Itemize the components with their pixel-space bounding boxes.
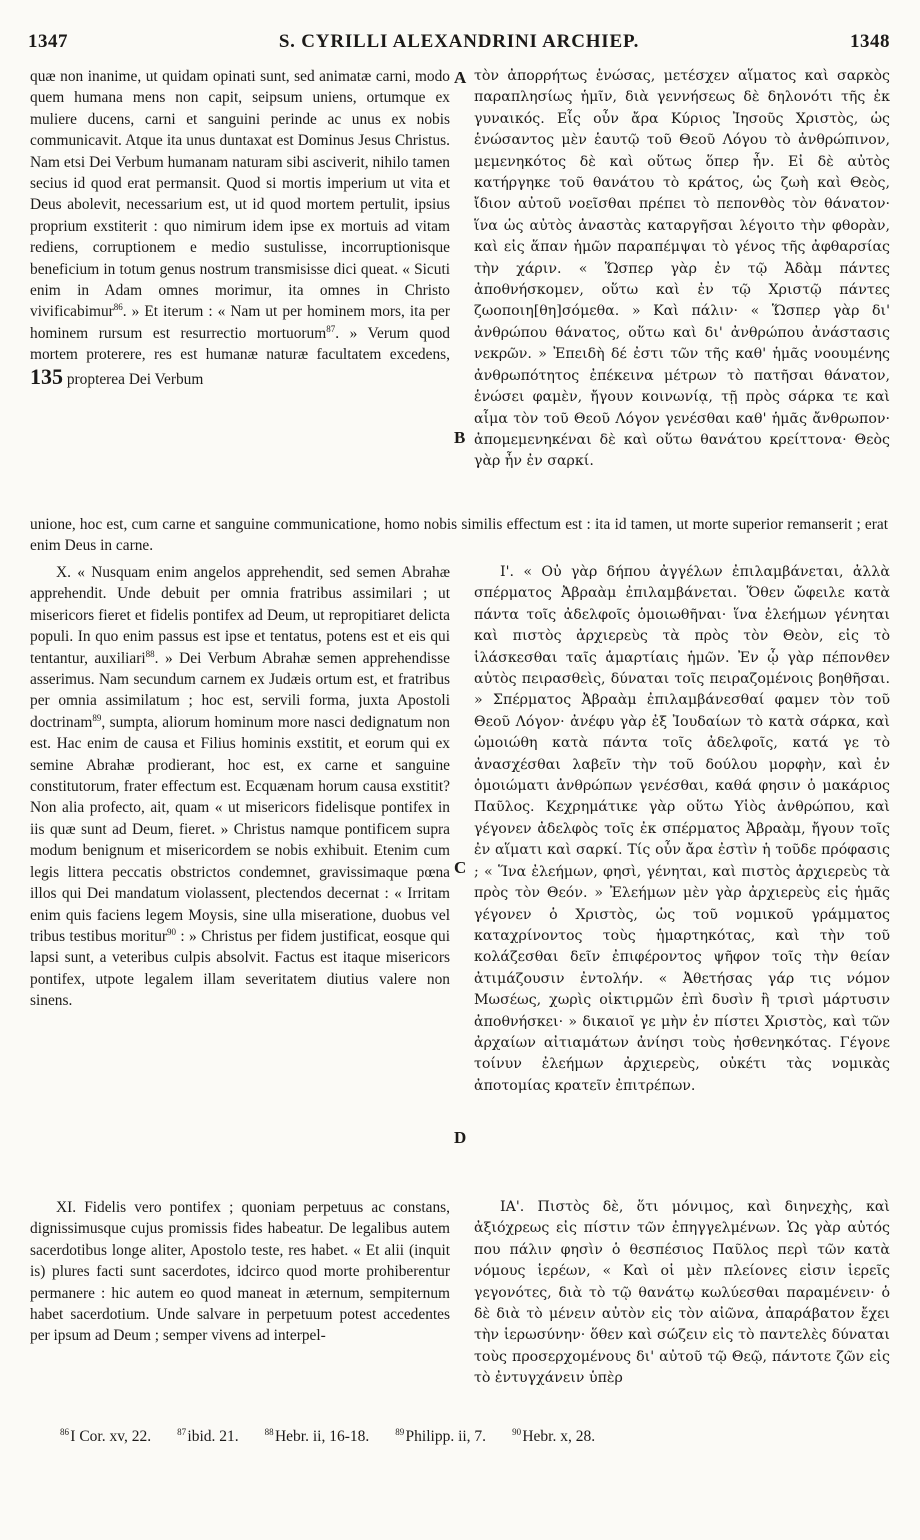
latin-paragraph: [30, 66, 450, 390]
left-page-number: 1347: [28, 31, 68, 52]
latin-text: : » Christus per fidem justificat, eosque qui lapsi sunt, a veteribus culpis absolvit. Factus est itaque misericors pontifex, utpote legalem illam severitatem diutius valere non sinens.: [30, 927, 450, 1010]
footnote-text: Philipp. ii, 7.: [405, 1428, 487, 1445]
latin-text: X. « Nusquam enim angelos apprehendit, sed semen Abrahæ apprehendit. Unde debuit per omnia fratribus assimilari ; ut misericors fieret et fidelis pontifex ad Deum, ut repropitiaret delicta populi. In quo enim passus est ipse et tentatus, potens est et eis qui tentantur, auxiliari: [30, 564, 450, 667]
latin-section-xi: [30, 1197, 450, 1347]
latin-text: propterea Dei Verbum: [66, 370, 204, 388]
footnote: [60, 1428, 151, 1446]
margin-letter-b: B: [454, 428, 466, 447]
footnote-number: 86: [60, 1426, 69, 1437]
latin-text: . » Et iterum : « Nam ut per hominem mors, ita per hominem rursum est resurrectio mortuorum: [30, 303, 450, 342]
footnote-text: Hebr. ii, 16-18.: [274, 1428, 370, 1445]
running-title: S. CYRILLI ALEXANDRINI ARCHIEP.: [278, 31, 640, 52]
footnote: [512, 1428, 595, 1446]
footnote-ref: 88: [145, 648, 155, 659]
footnote-text: ibid. 21.: [187, 1428, 239, 1445]
greek-paragraph: τὸν ἀπορρήτως ἑνώσας, μετέσχεν αἵματος καὶ σαρκὸς παραπλησίως ἡμῖν, διὰ γεννήσεως δὲ δηλονότι τῆς ἐκ γυναικός. Εἷς οὖν ἄρα Κύριος Ἰησοῦς Χριστὸς, ὡς ἑνώσαντος μὲν ἑαυτῷ τοῦ Θεοῦ Λόγου τὸ ἀνθρώπινον, μεμενηκότος δὲ καὶ οὕτως ὅπερ ἦν. Εἰ δὲ αὐτὸς κατήργηκε τοῦ θανάτου τὸ κράτος, ὡς ζωὴ καὶ Θεὸς, ἴδιον αὐτοῦ νοεῖσθαι πρέπει τὸ πεπονθὸς τὸν θάνατον· ἵνα ὡς αὐτὸς ἀναστὰς καταργῆσαι λέγοιτο τὴν φθορὰν, καὶ εἰς ἅπαν ἡμῶν παραπέμψαι τὸ γένος τῆς ἀφθαρσίας τὴν χάριν. « Ὥσπερ γὰρ ἐν τῷ Ἀδὰμ πάντες ἀποθνήσκομεν, οὕτω καὶ ἐν τῷ Χριστῷ πάντες ζωοποιη[θη]σόμεθα. » Καὶ πάλιν· « Ὥσπερ γὰρ δι' ἀνθρώπου θάνατος, οὕτω καὶ δι' ἀνθρώπου ἀνάστασις νεκρῶν. » Ἐπειδὴ δέ ἐστι τῶν τῆς καθ' ἡμᾶς νοουμένης ἀνθρωπότητος ἐπέκεινα μέτρων τὸ πατῆσαι θάνατον, ἑνώσει φαμὲν, ἤγουν κοινωνίᾳ, τῇ πρὸς σάρκα τε καὶ αἷμα τὸν τοῦ Θεοῦ Λόγον γενέσθαι καθ' ἡμᾶς ἄνθρωπον· ἀπομεμενηκέναι δὲ καὶ οὕτω θανάτου κρείττονα· Θεὸς γὰρ ἦν ἐν σαρκί.: [474, 68, 890, 470]
footnote: [265, 1428, 370, 1446]
footnote-number: 90: [512, 1426, 522, 1437]
footnote-number: 87: [177, 1426, 187, 1437]
latin-paragraph: [30, 562, 450, 1012]
margin-letter-d: D: [454, 1128, 467, 1147]
latin-text: , sumpta, aliorum hominum more nasci dedignatum non est. Hac enim de causa et Filius hominis exstitit, et eorum qui ex semine Abrahæ prodierant, hoc est, ex carne et sanguine constitutorum, frater effectum est. Ecquænam horum causa exstitit? Non alia profecto, ait, quam « ut misericors fidelisque pontifex in iis quæ sunt ad Deum, fieret. » Christus namque pontificem supra modum benignum et misericordem se nobis exhibuit. Etenim cum legis littera peccatis obstrictos condemnet, gravissimaque pœna illos qui Dei mandatum violassent, plectendos decernat : « Irritam enim quis faciens legem Moysis, sine ulla miseratione, duobus vel tribus testibus moritur: [30, 713, 450, 945]
latin-text: quæ non inanime, ut quidam opinati sunt, sed animatæ carni, modo quem humana mens non capit, seipsum uniens, ortumque ex muliere ducens, carni et sanguini perinde ac unus ex nobis communicavit. Atque ita unus duntaxat est Dominus Jesus Christus. Nam etsi Dei Verbum humanam naturam sibi asciverit, nihilo tamen secius id quod erat permansit. Quod si mortis imperium ut vita et Deus abolevit, necessarium est, ut id quod mortem pertulit, ipsius proprium exstiterit : quo nimirum idem ipse ex mortuis ad vitam rediens, corruptionem e medio sustulisse, incorruptionisque beneficium in totum genus nostrum transmisisse dici queat. « Sicuti enim in Adam omnes morimur, ita omnes in Christo vivificabimur: [30, 68, 450, 321]
footnote-text: I Cor. xv, 22.: [70, 1428, 152, 1445]
spanning-text: unione, hoc est, cum carne et sanguine communicatione, homo nobis similis effectum est : ita id tamen, ut morte superior remanserit ; erat enim Deus in carne.: [30, 516, 888, 555]
greek-section-xi: [474, 1197, 890, 1390]
footnote: [395, 1428, 486, 1446]
right-page-number: 1348: [850, 31, 890, 52]
column-number: 135: [30, 363, 63, 389]
latin-text: . » Verum quod mortem proterere, res est humanæ naturæ facultatem excedens,: [30, 324, 450, 364]
footnote-number: 88: [264, 1426, 274, 1437]
greek-paragraph: Ι'. « Οὐ γὰρ δήπου ἀγγέλων ἐπιλαμβάνεται, ἀλλὰ σπέρματος Ἀβραὰμ ἐπιλαμβάνεται. Ὅθεν ὤφειλε κατὰ πάντα τοῖς ἀδελφοῖς ὁμοιωθῆναι· ἵνα ἐλεήμων γένηται καὶ πιστὸς ἀρχιερεὺς τὰ πρὸς τὸν Θεὸν, εἰς τὸ ἱλάσκεσθαι ταῖς ἁμαρτίαις ἡμῶν. Ἐν ᾧ γὰρ πέπονθεν αὐτὸς πειρασθεὶς, δύναται τοῖς πειραζομένοις βοηθῆσαι. » Σπέρματος Ἀβραὰμ ἐπιλαμβάνεσθαί φαμεν τὸν τοῦ Θεοῦ Λόγον· ἀνέφυ γὰρ ἐξ Ἰουδαίων τὸ κατὰ σάρκα, καὶ ὡμοιώθη κατὰ πάντα τοῖς ἀδελφοῖς, κατά γε τὸ ἀνασχέσθαι λαβεῖν τὴν τοῦ δούλου μορφὴν, καὶ ἐν ὁμοιώματι ἀνθρώπων γενέσθαι, καθά φησιν ὁ μακάριος Παῦλος. Κεχρημάτικε γὰρ οὕτω Υἱὸς ἀνθρώπου, καὶ γέγονεν ἀδελφὸς τοῖς ἐκ σπέρματος Ἀβραὰμ, ἤγουν τοῖς ἐν αἵματι καὶ σαρκί. Τίς οὖν ἄρα ἐστὶν ἡ τοῦδε πρόφασις ; « Ἵνα ἐλεήμων, φησὶ, γένηται, καὶ πιστὸς ἀρχιερεὺς τὰ πρὸς τὸν Θεόν. » Ἐλεήμων μὲν γὰρ ἀρχιερεὺς εἰς ἡμᾶς γέγονεν ὁ Χριστὸς, ὡς τοῦ νομικοῦ γράμματος καταχρίνοντος τοὺς ἡμαρτηκότας, καὶ τὴν τοῦ κολάζεσθαι δεῖν ἐπιφέροντος ψῆφον τοῖς τὴν θείαν ἀτιμάζουσιν ἐντολήν. « Ἀθετήσας γάρ τις νόμον Μωσέως, χωρὶς οἰκτιρμῶν ἐπὶ δυσὶν ἢ τρισὶ μάρτυσιν ἀποθνήσκει· » δικαιοῖ γε μὴν ἐν πίστει Χριστὸς, καὶ τῶν ἀρχαίων αἰτιαμάτων ἀνίησι τοὺς ἠσθενηκότας. Γέγονε τοίνυν ἐλεήμων ἀρχιερεὺς, οὐκέτι τὰς νομικὰς ἀποτομίας κρατεῖν ἐπιτρέπων.: [474, 564, 890, 1094]
footnote-number: 89: [395, 1426, 405, 1437]
footnote: [177, 1428, 239, 1446]
greek-section-x: [474, 562, 890, 1097]
latin-text: . » Dei Verbum Abrahæ semen apprehendisse asserimus. Nam secundum carnem ex Judæis ortum est, et fratribus per omnia assimilatum ; hoc est, servili forma, juxta Apostoli doctrinam: [30, 649, 450, 731]
footnotes: [60, 1428, 890, 1446]
margin-letter-c: C: [454, 858, 467, 877]
footnote-ref: 87: [326, 323, 336, 334]
latin-column-top: [30, 66, 450, 390]
footnote-ref: 86: [113, 302, 123, 313]
greek-paragraph: ΙΑ'. Πιστὸς δὲ, ὅτι μόνιμος, καὶ διηνεχὴς, καὶ ἀξιόχρεως εἰς πίστιν τῶν ἐπηγγελμένων. Ὡς γὰρ αὐτός που πάλιν φησὶν ὁ θεσπέσιος Παῦλος περὶ τῶν κατὰ νόμους ἱερέων, « Καὶ οἱ μὲν πλείονες εἰσιν ἱερεῖς γεγονότες, διὰ τὸ τῷ θανάτῳ κωλύεσθαι παραμένειν· ὁ δὲ διὰ τὸ μένειν αὐτὸν εἰς τὸν αἰῶνα, ἀπαράβατον ἔχει τὴν ἱερωσύνην· ὅθεν καὶ σώζειν εἰς τὸ παντελὲς δύναται τοὺς προσερχομένους δι' αὐτοῦ τῷ Θεῷ, πάντοτε ζῶν εἰς τὸ ἐντυγχάνειν ὑπὲρ: [474, 1199, 890, 1387]
margin-letter-a: A: [454, 68, 467, 87]
footnote-text: Hebr. x, 28.: [522, 1428, 596, 1445]
latin-section-x: [30, 562, 450, 1012]
footnote-ref: 90: [167, 926, 177, 937]
footnote-ref: 89: [92, 712, 102, 723]
greek-column-top: [474, 66, 890, 473]
page-header: [28, 22, 890, 62]
latin-paragraph: XI. Fidelis vero pontifex ; quoniam perpetuus ac constans, dignissimusque cujus promissis fides habeatur. De legalibus autem sacerdotibus longe aliter, Apostolo teste, res habet. « Et alii (inquit is) plures facti sunt sacerdotes, idcirco quod morte prohiberentur permanere : hic autem eo quod maneat in æternum, sempiternum habet sacerdotium. Unde salvare in perpetuum potest accedentes per ipsum ad Deum ; semper vivens ad interpel-: [30, 1199, 450, 1345]
